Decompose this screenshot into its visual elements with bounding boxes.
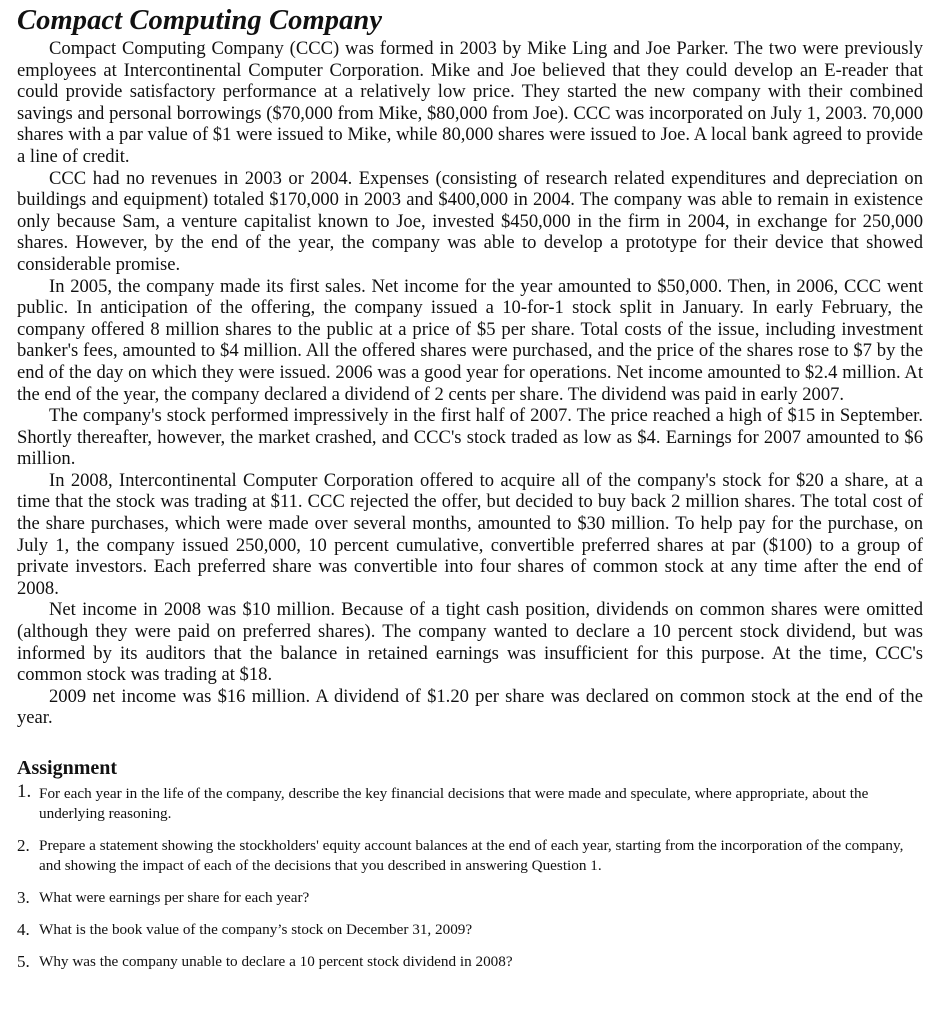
question-item: [17, 836, 923, 876]
case-title: Compact Computing Company: [17, 5, 383, 36]
paragraph-2007: The company's stock performed impressively in the first half of 2007. The price reached a high of $15 in September. Shortly thereafter, however, the market crashed, and CCC's stock traded as low as $4. Earnings for 2007 amounted to $6 million.: [17, 405, 923, 470]
paragraph-formation: Compact Computing Company (CCC) was formed in 2003 by Mike Ling and Joe Parker. The two were previously employees at Intercontinental Computer Corporation. Mike and Joe believed that they could develop an E-reader that could provide satisfactory performance at a relatively low price. They started the new company with their combined savings and personal borrowings ($70,000 from Mike, $80,000 from Joe). CCC was incorporated on July 1, 2003. 70,000 shares with a par value of $1 were issued to Mike, while 80,000 shares were issued to Joe. A local bank agreed to provide a line of credit.: [17, 38, 923, 167]
question-item: [17, 888, 923, 908]
paragraph-early-years: CCC had no revenues in 2003 or 2004. Expenses (consisting of research related expenditures and depreciation on buildings and equipment) totaled $170,000 in 2003 and $400,000 in 2004. The company was able to remain in existence only because Sam, a venture capitalist known to Joe, invested $450,000 in the firm in 2004, in exchange for 250,000 shares. However, by the end of the year, the company was able to develop a prototype for their device that showed considerable promise.: [17, 167, 923, 275]
question-text: For each year in the life of the company, describe the key financial decisions that were made and speculate, where appropriate, about the underlying reasoning.: [39, 785, 869, 822]
question-item: [17, 781, 923, 824]
question-item: [17, 952, 923, 972]
case-body: [17, 38, 923, 729]
assignment-questions: [17, 781, 923, 972]
question-item: [17, 920, 923, 940]
paragraph-2008-buyback: In 2008, Intercontinental Computer Corporation offered to acquire all of the company's stock for $20 a share, at a time that the stock was trading at $11. CCC rejected the offer, but decided to buy back 2 million shares. The total cost of the share purchases, which were made over several months, amounted to $30 million. To help pay for the purchase, on July 1, the company issued 250,000, 10 percent cumulative, convertible preferred shares at par ($100) to a group of private investors. Each preferred share was convertible into four shares of common stock at any time after the end of 2008.: [17, 469, 923, 599]
document-page: [17, 0, 923, 984]
question-number: 3.: [17, 888, 30, 907]
paragraph-2009: 2009 net income was $16 million. A dividend of $1.20 per share was declared on common stock at the end of the year.: [17, 685, 923, 729]
question-number: 4.: [17, 920, 30, 939]
question-number: 5.: [17, 952, 30, 971]
assignment-heading: Assignment: [17, 757, 118, 779]
question-text: What were earnings per share for each year?: [39, 889, 310, 906]
question-number: 1.: [17, 781, 32, 802]
question-text: Prepare a statement showing the stockholders' equity account balances at the end of each year, starting from the incorporation of the company, and showing the impact of each of the decisions that you described in answering Question 1.: [39, 837, 904, 874]
paragraph-2008-income: Net income in 2008 was $10 million. Because of a tight cash position, dividends on common shares were omitted (although they were paid on preferred shares). The company wanted to declare a 10 percent stock dividend, but was informed by its auditors that the balance in retained earnings was insufficient for this purpose. At the time, CCC's common stock was trading at $18.: [17, 599, 923, 686]
question-number: 2.: [17, 836, 30, 855]
question-text: Why was the company unable to declare a 10 percent stock dividend in 2008?: [39, 953, 513, 970]
question-text: What is the book value of the company’s stock on December 31, 2009?: [39, 921, 473, 938]
paragraph-ipo: In 2005, the company made its first sales. Net income for the year amounted to $50,000. Then, in 2006, CCC went public. In anticipation of the offering, the company issued a 10-for-1 stock split in January. In early February, the company offered 8 million shares to the public at a price of $5 per share. Total costs of the issue, including investment banker's fees, amounted to $4 million. All the offered shares were purchased, and the price of the shares rose to $7 by the end of the day on which they were issued. 2006 was a good year for operations. Net income amounted to $2.4 million. At the end of the year, the company declared a dividend of 2 cents per share. The dividend was paid in early 2007.: [17, 275, 923, 405]
